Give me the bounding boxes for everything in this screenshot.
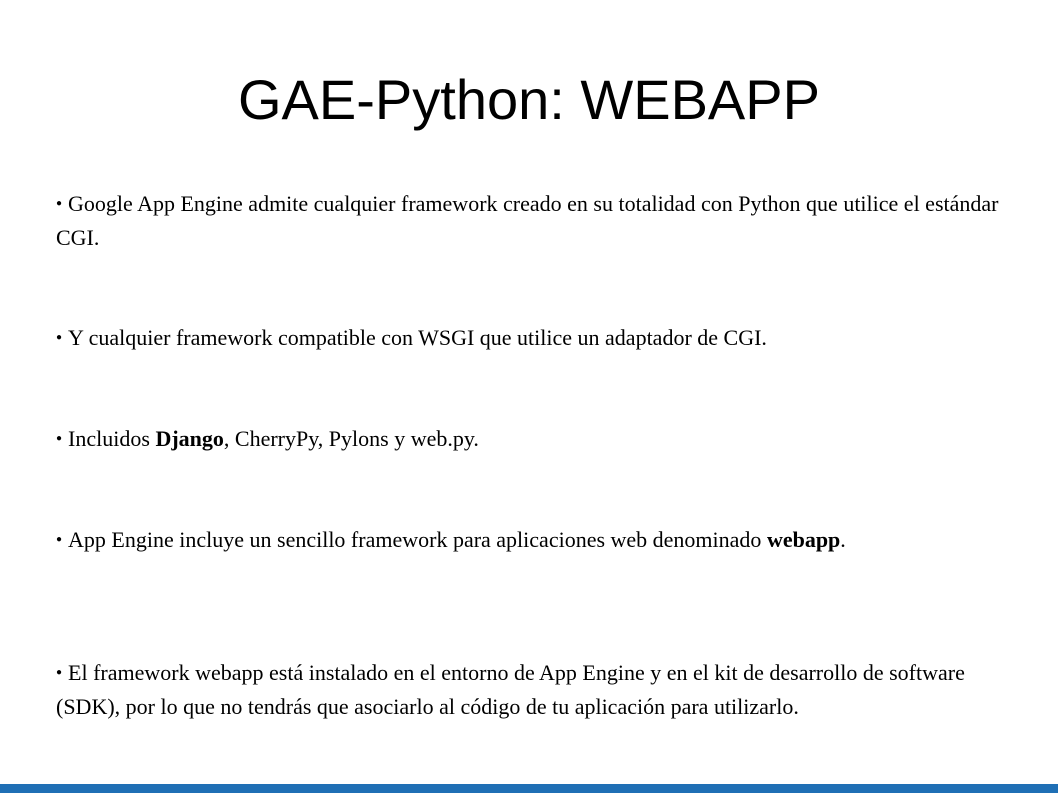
bullet-text: El framework webapp está instalado en el entorno de App Engine y en el kit de desarrollo de software (SDK), por lo que no tendrás que asociarlo al código de tu aplicación para utilizarlo. [56, 660, 965, 719]
bullet-wsgi-frameworks [56, 322, 1016, 356]
bullet-dot-icon: ● [56, 666, 63, 678]
bullet-text-before: Incluidos [68, 426, 156, 451]
bullet-text-after: , CherryPy, Pylons y web.py. [223, 426, 479, 451]
bullet-text: Y cualquier framework compatible con WSGI que utilice un adaptador de CGI. [68, 325, 767, 350]
bullet-dot-icon: ● [56, 533, 63, 545]
bullet-dot-icon: ● [56, 432, 63, 444]
bullet-text-bold: webapp [766, 527, 841, 552]
bullet-dot-icon: ● [56, 331, 63, 343]
bullet-text: Google App Engine admite cualquier framework creado en su totalidad con Python que utilice el estándar CGI. [56, 191, 999, 250]
slide-title: GAE-Python: WEBAPP [238, 68, 820, 131]
bullet-text-after: . [840, 527, 846, 552]
bullet-cgi-frameworks [56, 188, 1016, 254]
footer-bar [0, 784, 1058, 793]
bullet-text-before: App Engine incluye un sencillo framework para aplicaciones web denominado [68, 527, 767, 552]
bullet-included-frameworks [56, 423, 1016, 457]
bullet-text-bold: Django [155, 426, 224, 451]
bullet-dot-icon: ● [56, 197, 63, 209]
bullet-webapp-framework [56, 524, 1016, 558]
bullet-webapp-installed [56, 657, 1016, 723]
